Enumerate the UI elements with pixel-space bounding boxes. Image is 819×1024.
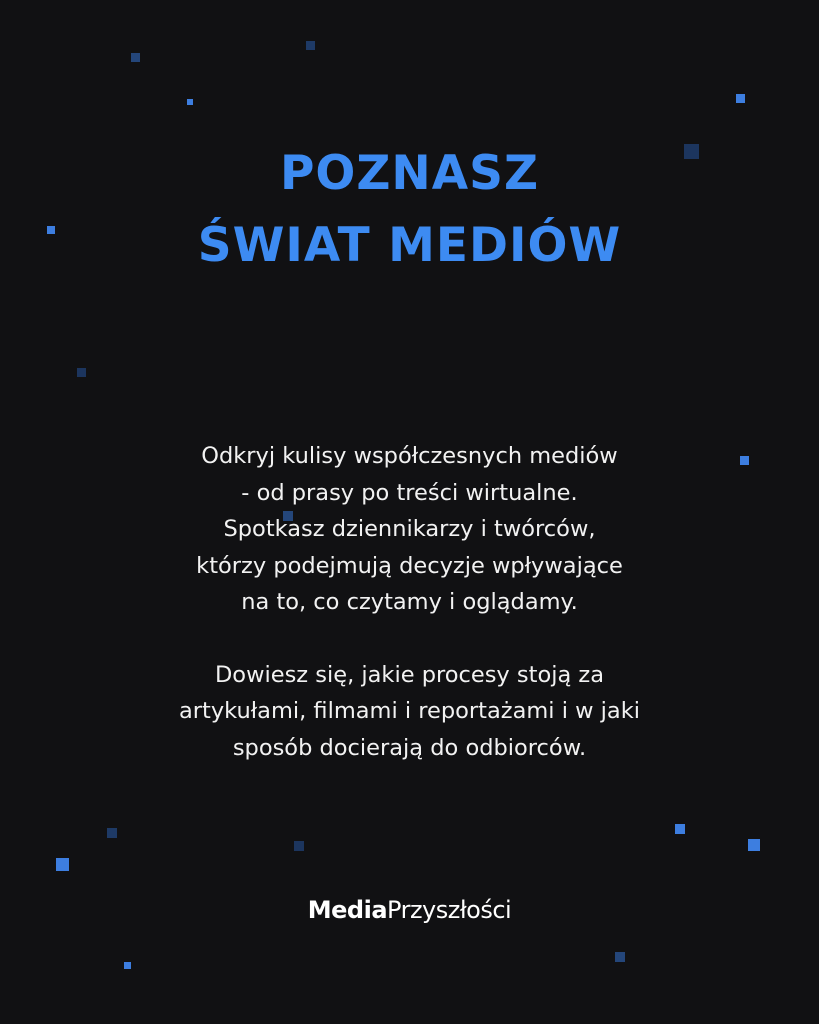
decorative-pixel	[615, 952, 625, 962]
page-title	[0, 138, 819, 282]
description	[60, 438, 759, 766]
text-line: artykułami, filmami i reportażami i w jaki	[179, 698, 640, 724]
logo-bold-part: Media	[307, 896, 388, 924]
title-line: ŚWIAT MEDIÓW	[197, 218, 622, 273]
decorative-pixel	[187, 99, 193, 105]
decorative-pixel	[131, 53, 140, 62]
brand-logo	[0, 893, 819, 927]
decorative-pixel	[294, 841, 304, 851]
decorative-pixel	[675, 824, 685, 834]
text-line: Spotkasz dziennikarzy i twórców,	[223, 516, 596, 542]
decorative-pixel	[124, 962, 131, 969]
paragraph	[60, 657, 759, 767]
text-line: sposób docierają do odbiorców.	[232, 734, 587, 761]
text-line: którzy podejmują decyzje wpływające	[196, 552, 623, 579]
logo-light-part: Przyszłości	[387, 896, 512, 924]
text-line: Dowiesz się, jakie procesy stoją za	[214, 661, 604, 688]
title-line: POZNASZ	[279, 146, 540, 201]
decorative-pixel	[107, 828, 117, 838]
decorative-pixel	[56, 858, 69, 871]
paragraph	[60, 438, 759, 621]
decorative-pixel	[748, 839, 760, 851]
decorative-pixel	[736, 94, 745, 103]
decorative-pixel	[306, 41, 315, 50]
text-line: Odkryj kulisy współczesnych mediów	[201, 443, 618, 469]
text-line: - od prasy po treści wirtualne.	[241, 479, 578, 506]
text-line: na to, co czytamy i oglądamy.	[241, 589, 578, 615]
decorative-pixel	[77, 368, 86, 377]
